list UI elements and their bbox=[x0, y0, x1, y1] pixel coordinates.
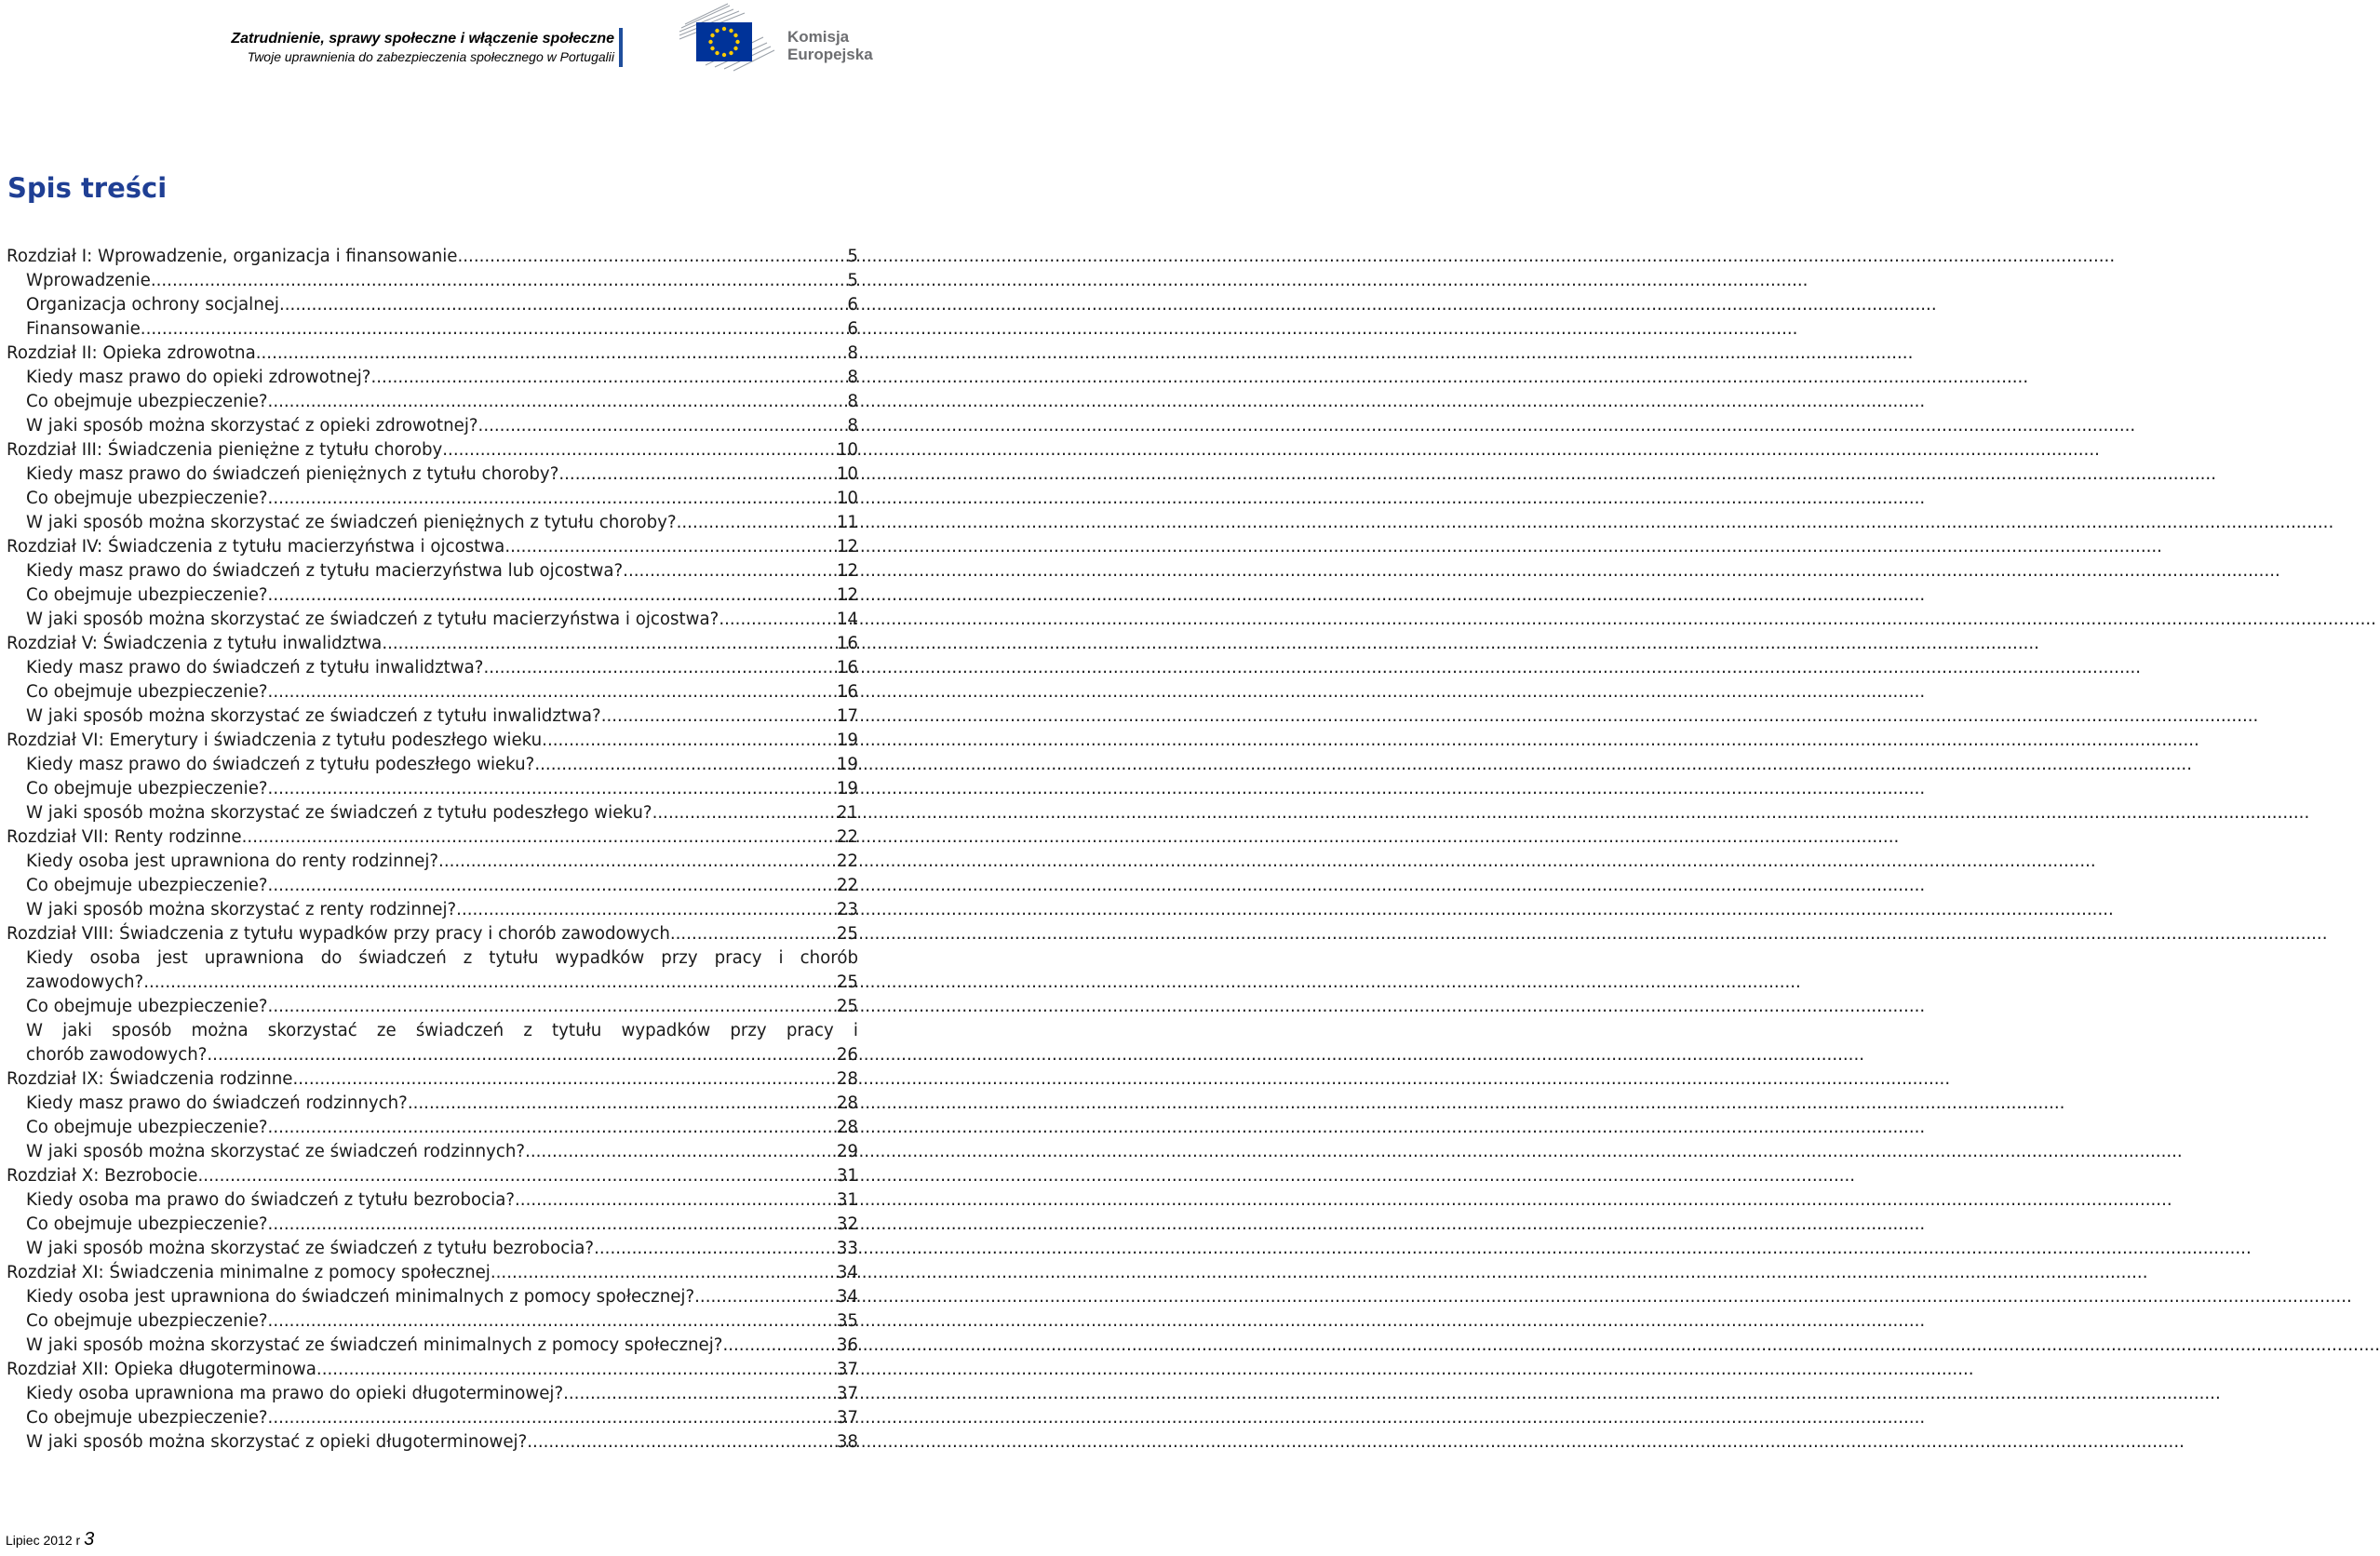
toc-entry-text: Kiedy osoba jest uprawniona do świadczeń z tytułu wypadków przy pracy i chorób bbox=[26, 948, 858, 968]
toc-page-number: 29 bbox=[836, 1142, 858, 1161]
toc-section-entry[interactable] bbox=[7, 1188, 858, 1213]
toc-entry-text: Co obejmuje ubezpieczenie? bbox=[26, 779, 268, 798]
page-footer bbox=[6, 1529, 94, 1550]
toc-dot-leader bbox=[694, 1285, 837, 1309]
toc-chapter-entry[interactable] bbox=[7, 1067, 858, 1092]
toc-entry-text: W jaki sposób można skorzystać ze świadczeń z tytułu macierzyństwa i ojcostwa? bbox=[26, 610, 719, 629]
footer-page-number: 3 bbox=[84, 1529, 95, 1549]
toc-dot-leader bbox=[268, 777, 837, 801]
toc-section-entry[interactable] bbox=[7, 1140, 858, 1164]
toc-entry-text: Rozdział XI: Świadczenia minimalne z pomocy społecznej bbox=[7, 1263, 491, 1282]
toc-entry-text: Rozdział VI: Emerytury i świadczenia z tytułu podeszłego wieku bbox=[7, 731, 543, 750]
toc-page-number: 16 bbox=[836, 682, 858, 702]
toc-page-number: 5 bbox=[847, 271, 858, 290]
toc-entry-text: Kiedy osoba ma prawo do świadczeń z tytułu bezrobocia? bbox=[26, 1190, 516, 1210]
toc-section-entry[interactable] bbox=[7, 366, 858, 390]
toc-dot-leader bbox=[242, 825, 837, 850]
header-title: Zatrudnienie, sprawy społeczne i włączenie społeczne bbox=[231, 31, 614, 47]
toc-entry-text: W jaki sposób można skorzystać z opieki zdrowotnej? bbox=[26, 416, 478, 436]
toc-page-number: 8 bbox=[847, 392, 858, 411]
toc-dot-leader bbox=[483, 656, 836, 680]
toc-entry-text: Co obejmuje ubezpieczenie? bbox=[26, 489, 268, 508]
toc-chapter-entry[interactable] bbox=[7, 825, 858, 850]
toc-chapter-entry[interactable] bbox=[7, 1261, 858, 1285]
toc-entry-text-continued: chorób zawodowych? bbox=[26, 1045, 208, 1065]
toc-page-number: 31 bbox=[836, 1166, 858, 1186]
toc-dot-leader bbox=[442, 438, 837, 463]
toc-chapter-entry[interactable] bbox=[7, 342, 858, 366]
toc-dot-leader bbox=[197, 1164, 836, 1188]
toc-entry-text: Organizacja ochrony socjalnej bbox=[26, 295, 279, 315]
toc-entry-text: Kiedy masz prawo do świadczeń z tytułu inwalidztwa? bbox=[26, 658, 484, 677]
toc-section-entry[interactable] bbox=[7, 1309, 858, 1334]
header-divider bbox=[619, 28, 623, 67]
toc-page-number: 22 bbox=[836, 852, 858, 871]
toc-dot-leader bbox=[719, 608, 837, 632]
toc-page-number: 11 bbox=[836, 513, 858, 532]
header-text bbox=[231, 30, 614, 65]
toc-section-entry[interactable] bbox=[7, 753, 858, 777]
toc-section-entry[interactable] bbox=[7, 463, 858, 487]
toc-chapter-entry[interactable] bbox=[7, 1358, 858, 1382]
toc-entry-text: Kiedy masz prawo do świadczeń z tytułu podeszłego wieku? bbox=[26, 755, 535, 774]
toc-entry-text: W jaki sposób można skorzystać ze świadczeń minimalnych z pomocy społecznej? bbox=[26, 1335, 723, 1355]
toc-section-entry[interactable] bbox=[7, 1382, 858, 1406]
toc-page-number: 33 bbox=[836, 1239, 858, 1258]
toc-dot-leader bbox=[268, 680, 837, 704]
toc-chapter-entry[interactable] bbox=[7, 1164, 858, 1188]
toc-page-number: 22 bbox=[836, 876, 858, 895]
toc-dot-leader bbox=[268, 390, 848, 414]
toc-entry-text: Co obejmuje ubezpieczenie? bbox=[26, 876, 268, 895]
toc-dot-leader bbox=[408, 1092, 837, 1116]
toc-entry-text: Rozdział XII: Opieka długoterminowa bbox=[7, 1360, 316, 1379]
toc-dot-leader bbox=[527, 1430, 837, 1455]
toc-page-number: 10 bbox=[836, 464, 858, 484]
toc-dot-leader bbox=[534, 753, 837, 777]
toc-page-number: 12 bbox=[836, 585, 858, 605]
toc-section-entry[interactable] bbox=[7, 680, 858, 704]
toc-page-number: 16 bbox=[836, 634, 858, 653]
toc-entry-text: Co obejmuje ubezpieczenie? bbox=[26, 997, 268, 1016]
toc-page-number: 6 bbox=[847, 319, 858, 339]
toc-entry-continuation bbox=[26, 1043, 858, 1067]
toc-page-number: 28 bbox=[836, 1069, 858, 1089]
toc-entry-text: Rozdział III: Świadczenia pieniężne z tytułu choroby bbox=[7, 440, 443, 460]
toc-section-entry[interactable] bbox=[7, 704, 858, 729]
toc-page-number: 37 bbox=[836, 1360, 858, 1379]
toc-page-number: 14 bbox=[836, 610, 858, 629]
toc-section-entry[interactable] bbox=[7, 777, 858, 801]
toc-section-entry[interactable] bbox=[7, 898, 858, 922]
toc-entry-text: W jaki sposób można skorzystać z opieki długoterminowej? bbox=[26, 1432, 528, 1452]
toc-entry-text: Kiedy osoba jest uprawniona do renty rodzinnej? bbox=[26, 852, 439, 871]
toc-dot-leader bbox=[382, 632, 837, 656]
page-title: Spis treści bbox=[7, 172, 168, 204]
toc-page-number: 5 bbox=[847, 247, 858, 266]
toc-page-number: 17 bbox=[836, 706, 858, 726]
toc-page-number: 38 bbox=[836, 1432, 858, 1452]
toc-dot-leader bbox=[601, 704, 837, 729]
toc-page-number: 35 bbox=[836, 1311, 858, 1331]
toc-entry-text: Co obejmuje ubezpieczenie? bbox=[26, 1311, 268, 1331]
european-commission-logo bbox=[678, 0, 894, 74]
toc-dot-leader bbox=[268, 995, 837, 1019]
toc-page-number: 19 bbox=[836, 731, 858, 750]
toc-section-entry[interactable] bbox=[7, 1285, 858, 1309]
toc-page-number: 8 bbox=[847, 416, 858, 436]
toc-dot-leader bbox=[141, 317, 848, 342]
toc-dot-leader bbox=[370, 366, 847, 390]
toc-dot-leader bbox=[151, 269, 848, 293]
toc-dot-leader bbox=[438, 850, 837, 874]
toc-section-entry[interactable] bbox=[7, 559, 858, 584]
toc-dot-leader bbox=[207, 1043, 836, 1067]
toc-page-number: 28 bbox=[836, 1118, 858, 1137]
page-header bbox=[0, 0, 894, 84]
toc-entry-text: Co obejmuje ubezpieczenie? bbox=[26, 1408, 268, 1428]
toc-entry-text: W jaki sposób można skorzystać ze świadczeń z tytułu wypadków przy pracy i bbox=[26, 1021, 858, 1040]
toc-dot-leader bbox=[316, 1358, 837, 1382]
toc-dot-leader bbox=[525, 1140, 837, 1164]
toc-entry-text: Rozdział I: Wprowadzenie, organizacja i finansowanie bbox=[7, 247, 458, 266]
toc-section-entry[interactable] bbox=[7, 317, 858, 342]
toc-dot-leader bbox=[542, 729, 837, 753]
toc-entry-text: Rozdział X: Bezrobocie bbox=[7, 1166, 198, 1186]
footer-date: Lipiec 2012 r bbox=[6, 1533, 81, 1548]
toc-page-number: 25 bbox=[836, 972, 858, 992]
toc-dot-leader bbox=[268, 584, 837, 608]
logo-text bbox=[787, 28, 873, 63]
toc-dot-leader bbox=[456, 898, 837, 922]
toc-entry-text: Rozdział V: Świadczenia z tytułu inwalidztwa bbox=[7, 634, 383, 653]
eu-flag-icon bbox=[696, 22, 752, 61]
toc-page-number: 16 bbox=[836, 658, 858, 677]
toc-section-entry[interactable] bbox=[7, 1213, 858, 1237]
toc-page-number: 37 bbox=[836, 1384, 858, 1403]
toc-dot-leader bbox=[558, 463, 836, 487]
toc-section-entry[interactable] bbox=[7, 1019, 858, 1067]
toc-chapter-entry[interactable] bbox=[7, 729, 858, 753]
toc-page-number: 23 bbox=[836, 900, 858, 919]
toc-section-entry[interactable] bbox=[7, 414, 858, 438]
toc-page-number: 34 bbox=[836, 1263, 858, 1282]
toc-dot-leader bbox=[268, 487, 837, 511]
toc-dot-leader bbox=[623, 559, 837, 584]
toc-dot-leader bbox=[652, 801, 837, 825]
toc-dot-leader bbox=[268, 1309, 837, 1334]
toc-entry-text: W jaki sposób można skorzystać ze świadczeń pieniężnych z tytułu choroby? bbox=[26, 513, 677, 532]
toc-page-number: 37 bbox=[836, 1408, 858, 1428]
toc-entry-text: W jaki sposób można skorzystać ze świadczeń rodzinnych? bbox=[26, 1142, 526, 1161]
toc-entry-text: Kiedy masz prawo do świadczeń z tytułu macierzyństwa lub ojcostwa? bbox=[26, 561, 624, 581]
toc-section-entry[interactable] bbox=[7, 656, 858, 680]
toc-chapter-entry[interactable] bbox=[7, 438, 858, 463]
toc-entry-text: Kiedy masz prawo do świadczeń rodzinnych? bbox=[26, 1093, 408, 1113]
toc-entry-text: W jaki sposób można skorzystać z renty rodzinnej? bbox=[26, 900, 457, 919]
toc-entry-text: Rozdział VII: Renty rodzinne bbox=[7, 827, 242, 847]
toc-section-entry[interactable] bbox=[7, 1406, 858, 1430]
toc-page-number: 34 bbox=[836, 1287, 858, 1307]
toc-page-number: 10 bbox=[836, 489, 858, 508]
toc-entry-text: Rozdział IX: Świadczenia rodzinne bbox=[7, 1069, 293, 1089]
toc-dot-leader bbox=[256, 342, 848, 366]
toc-page-number: 6 bbox=[847, 295, 858, 315]
toc-chapter-entry[interactable] bbox=[7, 245, 858, 269]
toc-section-entry[interactable] bbox=[7, 511, 858, 535]
toc-page-number: 8 bbox=[847, 368, 858, 387]
logo-line-2: Europejska bbox=[787, 46, 873, 63]
toc-dot-leader bbox=[478, 414, 848, 438]
toc-section-entry[interactable] bbox=[7, 1237, 858, 1261]
toc-dot-leader bbox=[563, 1382, 837, 1406]
toc-chapter-entry[interactable] bbox=[7, 632, 858, 656]
toc-dot-leader bbox=[722, 1334, 836, 1358]
toc-dot-leader bbox=[504, 535, 837, 559]
toc-entry-text: Kiedy masz prawo do opieki zdrowotnej? bbox=[26, 368, 371, 387]
toc-entry-text: Kiedy osoba uprawniona ma prawo do opieki długoterminowej? bbox=[26, 1384, 564, 1403]
toc-entry-text: Co obejmuje ubezpieczenie? bbox=[26, 392, 268, 411]
toc-section-entry[interactable] bbox=[7, 608, 858, 632]
toc-page-number: 19 bbox=[836, 779, 858, 798]
toc-page-number: 8 bbox=[847, 343, 858, 363]
toc-entry-text: Co obejmuje ubezpieczenie? bbox=[26, 585, 268, 605]
toc-section-entry[interactable] bbox=[7, 1092, 858, 1116]
toc-dot-leader bbox=[677, 511, 837, 535]
header-subtitle: Twoje uprawnienia do zabezpieczenia społecznego w Portugalii bbox=[247, 49, 614, 64]
toc-entry-text: Rozdział IV: Świadczenia z tytułu macierzyństwa i ojcostwa bbox=[7, 537, 505, 557]
toc-entry-text: Kiedy masz prawo do świadczeń pieniężnych z tytułu choroby? bbox=[26, 464, 559, 484]
toc-entry-text: W jaki sposób można skorzystać ze świadczeń z tytułu podeszłego wieku? bbox=[26, 803, 652, 823]
toc-page-number: 19 bbox=[836, 755, 858, 774]
toc-section-entry[interactable] bbox=[7, 850, 858, 874]
toc-dot-leader bbox=[491, 1261, 837, 1285]
toc-entry-text: Finansowanie bbox=[26, 319, 141, 339]
toc-page-number: 12 bbox=[836, 561, 858, 581]
toc-dot-leader bbox=[594, 1237, 837, 1261]
toc-dot-leader bbox=[268, 1406, 837, 1430]
toc-section-entry[interactable] bbox=[7, 874, 858, 898]
toc-entry-text: Rozdział II: Opieka zdrowotna bbox=[7, 343, 256, 363]
toc-entry-continuation bbox=[26, 971, 858, 995]
toc-page-number: 21 bbox=[836, 803, 858, 823]
toc-entry-text: W jaki sposób można skorzystać ze świadczeń z tytułu bezrobocia? bbox=[26, 1239, 595, 1258]
toc-page-number: 22 bbox=[836, 827, 858, 847]
toc-section-entry[interactable] bbox=[7, 1334, 858, 1358]
toc-page-number: 28 bbox=[836, 1093, 858, 1113]
toc-section-entry[interactable] bbox=[7, 801, 858, 825]
toc-entry-text: W jaki sposób można skorzystać ze świadczeń z tytułu inwalidztwa? bbox=[26, 706, 601, 726]
toc-dot-leader bbox=[268, 1116, 837, 1140]
toc-entry-text: Rozdział VIII: Świadczenia z tytułu wypadków przy pracy i chorób zawodowych bbox=[7, 924, 670, 944]
toc-dot-leader bbox=[670, 922, 837, 946]
toc-entry-text: Co obejmuje ubezpieczenie? bbox=[26, 1214, 268, 1234]
toc-page-number: 12 bbox=[836, 537, 858, 557]
toc-page-number: 31 bbox=[836, 1190, 858, 1210]
toc-dot-leader bbox=[457, 245, 847, 269]
toc-chapter-entry[interactable] bbox=[7, 922, 858, 946]
toc-entry-text: Co obejmuje ubezpieczenie? bbox=[26, 1118, 268, 1137]
toc-page-number: 26 bbox=[836, 1045, 858, 1065]
toc-section-entry[interactable] bbox=[7, 584, 858, 608]
toc-section-entry[interactable] bbox=[7, 487, 858, 511]
toc-dot-leader bbox=[268, 1213, 837, 1237]
toc-dot-leader bbox=[268, 874, 837, 898]
toc-page-number: 32 bbox=[836, 1214, 858, 1234]
toc-dot-leader bbox=[292, 1067, 836, 1092]
toc-dot-leader bbox=[279, 293, 847, 317]
toc-entry-text: Kiedy osoba jest uprawniona do świadczeń minimalnych z pomocy społecznej? bbox=[26, 1287, 695, 1307]
toc-section-entry[interactable] bbox=[7, 1116, 858, 1140]
toc-section-entry[interactable] bbox=[7, 1430, 858, 1455]
toc-page-number: 25 bbox=[836, 924, 858, 944]
toc-section-entry[interactable] bbox=[7, 390, 858, 414]
logo-line-1: Komisja bbox=[787, 28, 850, 46]
toc-page-number: 10 bbox=[836, 440, 858, 460]
toc-entry-text: Wprowadzenie bbox=[26, 271, 151, 290]
toc-entry-text-continued: zawodowych? bbox=[26, 972, 144, 992]
toc-section-entry[interactable] bbox=[7, 293, 858, 317]
toc-entry-text: Co obejmuje ubezpieczenie? bbox=[26, 682, 268, 702]
toc-section-entry[interactable] bbox=[7, 269, 858, 293]
toc-chapter-entry[interactable] bbox=[7, 535, 858, 559]
toc-dot-leader bbox=[515, 1188, 837, 1213]
toc-page-number: 25 bbox=[836, 997, 858, 1016]
toc-section-entry[interactable] bbox=[7, 946, 858, 995]
table-of-contents bbox=[7, 245, 858, 1455]
toc-page-number: 36 bbox=[836, 1335, 858, 1355]
toc-section-entry[interactable] bbox=[7, 995, 858, 1019]
toc-dot-leader bbox=[143, 971, 837, 995]
